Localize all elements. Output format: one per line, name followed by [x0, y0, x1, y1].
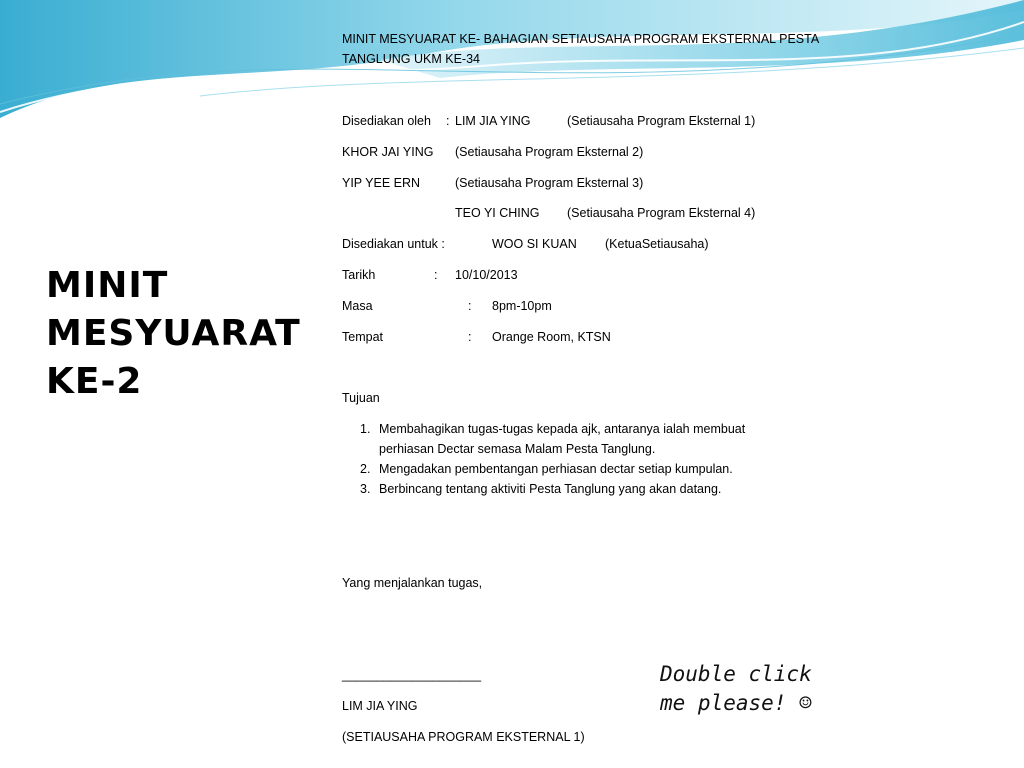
double-click-callout[interactable] — [660, 660, 830, 718]
prepared-by-label: Disediakan oleh — [342, 114, 431, 128]
list-item — [342, 479, 782, 499]
preparer-name: YIP YEE ERN — [342, 176, 421, 190]
slide-title-line: MINIT — [46, 265, 169, 306]
callout-line: Double click — [660, 662, 812, 686]
list-item-text: Berbincang tentang aktiviti Pesta Tanglung yang akan datang. — [379, 482, 722, 496]
signature-title: (SETIAUSAHA PROGRAM EKSTERNAL 1) — [342, 730, 585, 744]
list-item-text: Membahagikan tugas-tugas kepada ajk, antaranya ialah membuat perhiasan Dectar semasa Malam Pesta Tanglung. — [379, 422, 746, 456]
objectives-list — [342, 419, 782, 499]
preparer-name: TEO YI CHING — [455, 206, 540, 220]
signature-intro: Yang menjalankan tugas, — [342, 576, 483, 590]
preparer-role: (Setiausaha Program Eksternal 1) — [567, 114, 756, 128]
callout-line: me please! ☺ — [660, 691, 812, 715]
list-item-number: 1. — [360, 422, 371, 436]
time-colon: : — [468, 299, 472, 313]
place-value: Orange Room, KTSN — [492, 330, 611, 344]
prepared-by-colon: : — [446, 114, 450, 128]
slide-title-line: KE-2 — [46, 361, 143, 402]
date-colon: : — [434, 268, 438, 282]
decorative-wave-banner — [0, 0, 1024, 130]
list-item-text: Mengadakan pembentangan perhiasan dectar setiap kumpulan. — [379, 462, 733, 476]
objectives-heading: Tujuan — [342, 391, 380, 405]
list-item-number: 3. — [360, 482, 371, 496]
prepared-for-role: (KetuaSetiausaha) — [605, 237, 709, 251]
preparer-name: LIM JIA YING — [455, 114, 531, 128]
slide-title-line: MESYUARAT — [46, 313, 301, 354]
list-item-number: 2. — [360, 462, 371, 476]
preparer-role: (Setiausaha Program Eksternal 2) — [455, 145, 644, 159]
signature-name: LIM JIA YING — [342, 699, 418, 713]
preparer-role: (Setiausaha Program Eksternal 3) — [455, 176, 644, 190]
date-label: Tarikh — [342, 268, 376, 282]
place-label: Tempat — [342, 330, 383, 344]
prepared-for-name: WOO SI KUAN — [492, 237, 577, 251]
place-colon: : — [468, 330, 472, 344]
date-value: 10/10/2013 — [455, 268, 518, 282]
document-header: TANGLUNG UKM KE-34 — [342, 52, 480, 66]
time-value: 8pm-10pm — [492, 299, 552, 313]
signature-line: ____________________ — [342, 668, 482, 682]
time-label: Masa — [342, 299, 373, 313]
preparer-name: KHOR JAI YING — [342, 145, 434, 159]
list-item — [342, 419, 782, 459]
preparer-role: (Setiausaha Program Eksternal 4) — [567, 206, 756, 220]
list-item — [342, 459, 782, 479]
document-header: MINIT MESYUARAT KE- BAHAGIAN SETIAUSAHA PROGRAM EKSTERNAL PESTA — [342, 32, 820, 46]
prepared-for-label: Disediakan untuk : — [342, 237, 445, 251]
slide-title — [46, 262, 306, 406]
